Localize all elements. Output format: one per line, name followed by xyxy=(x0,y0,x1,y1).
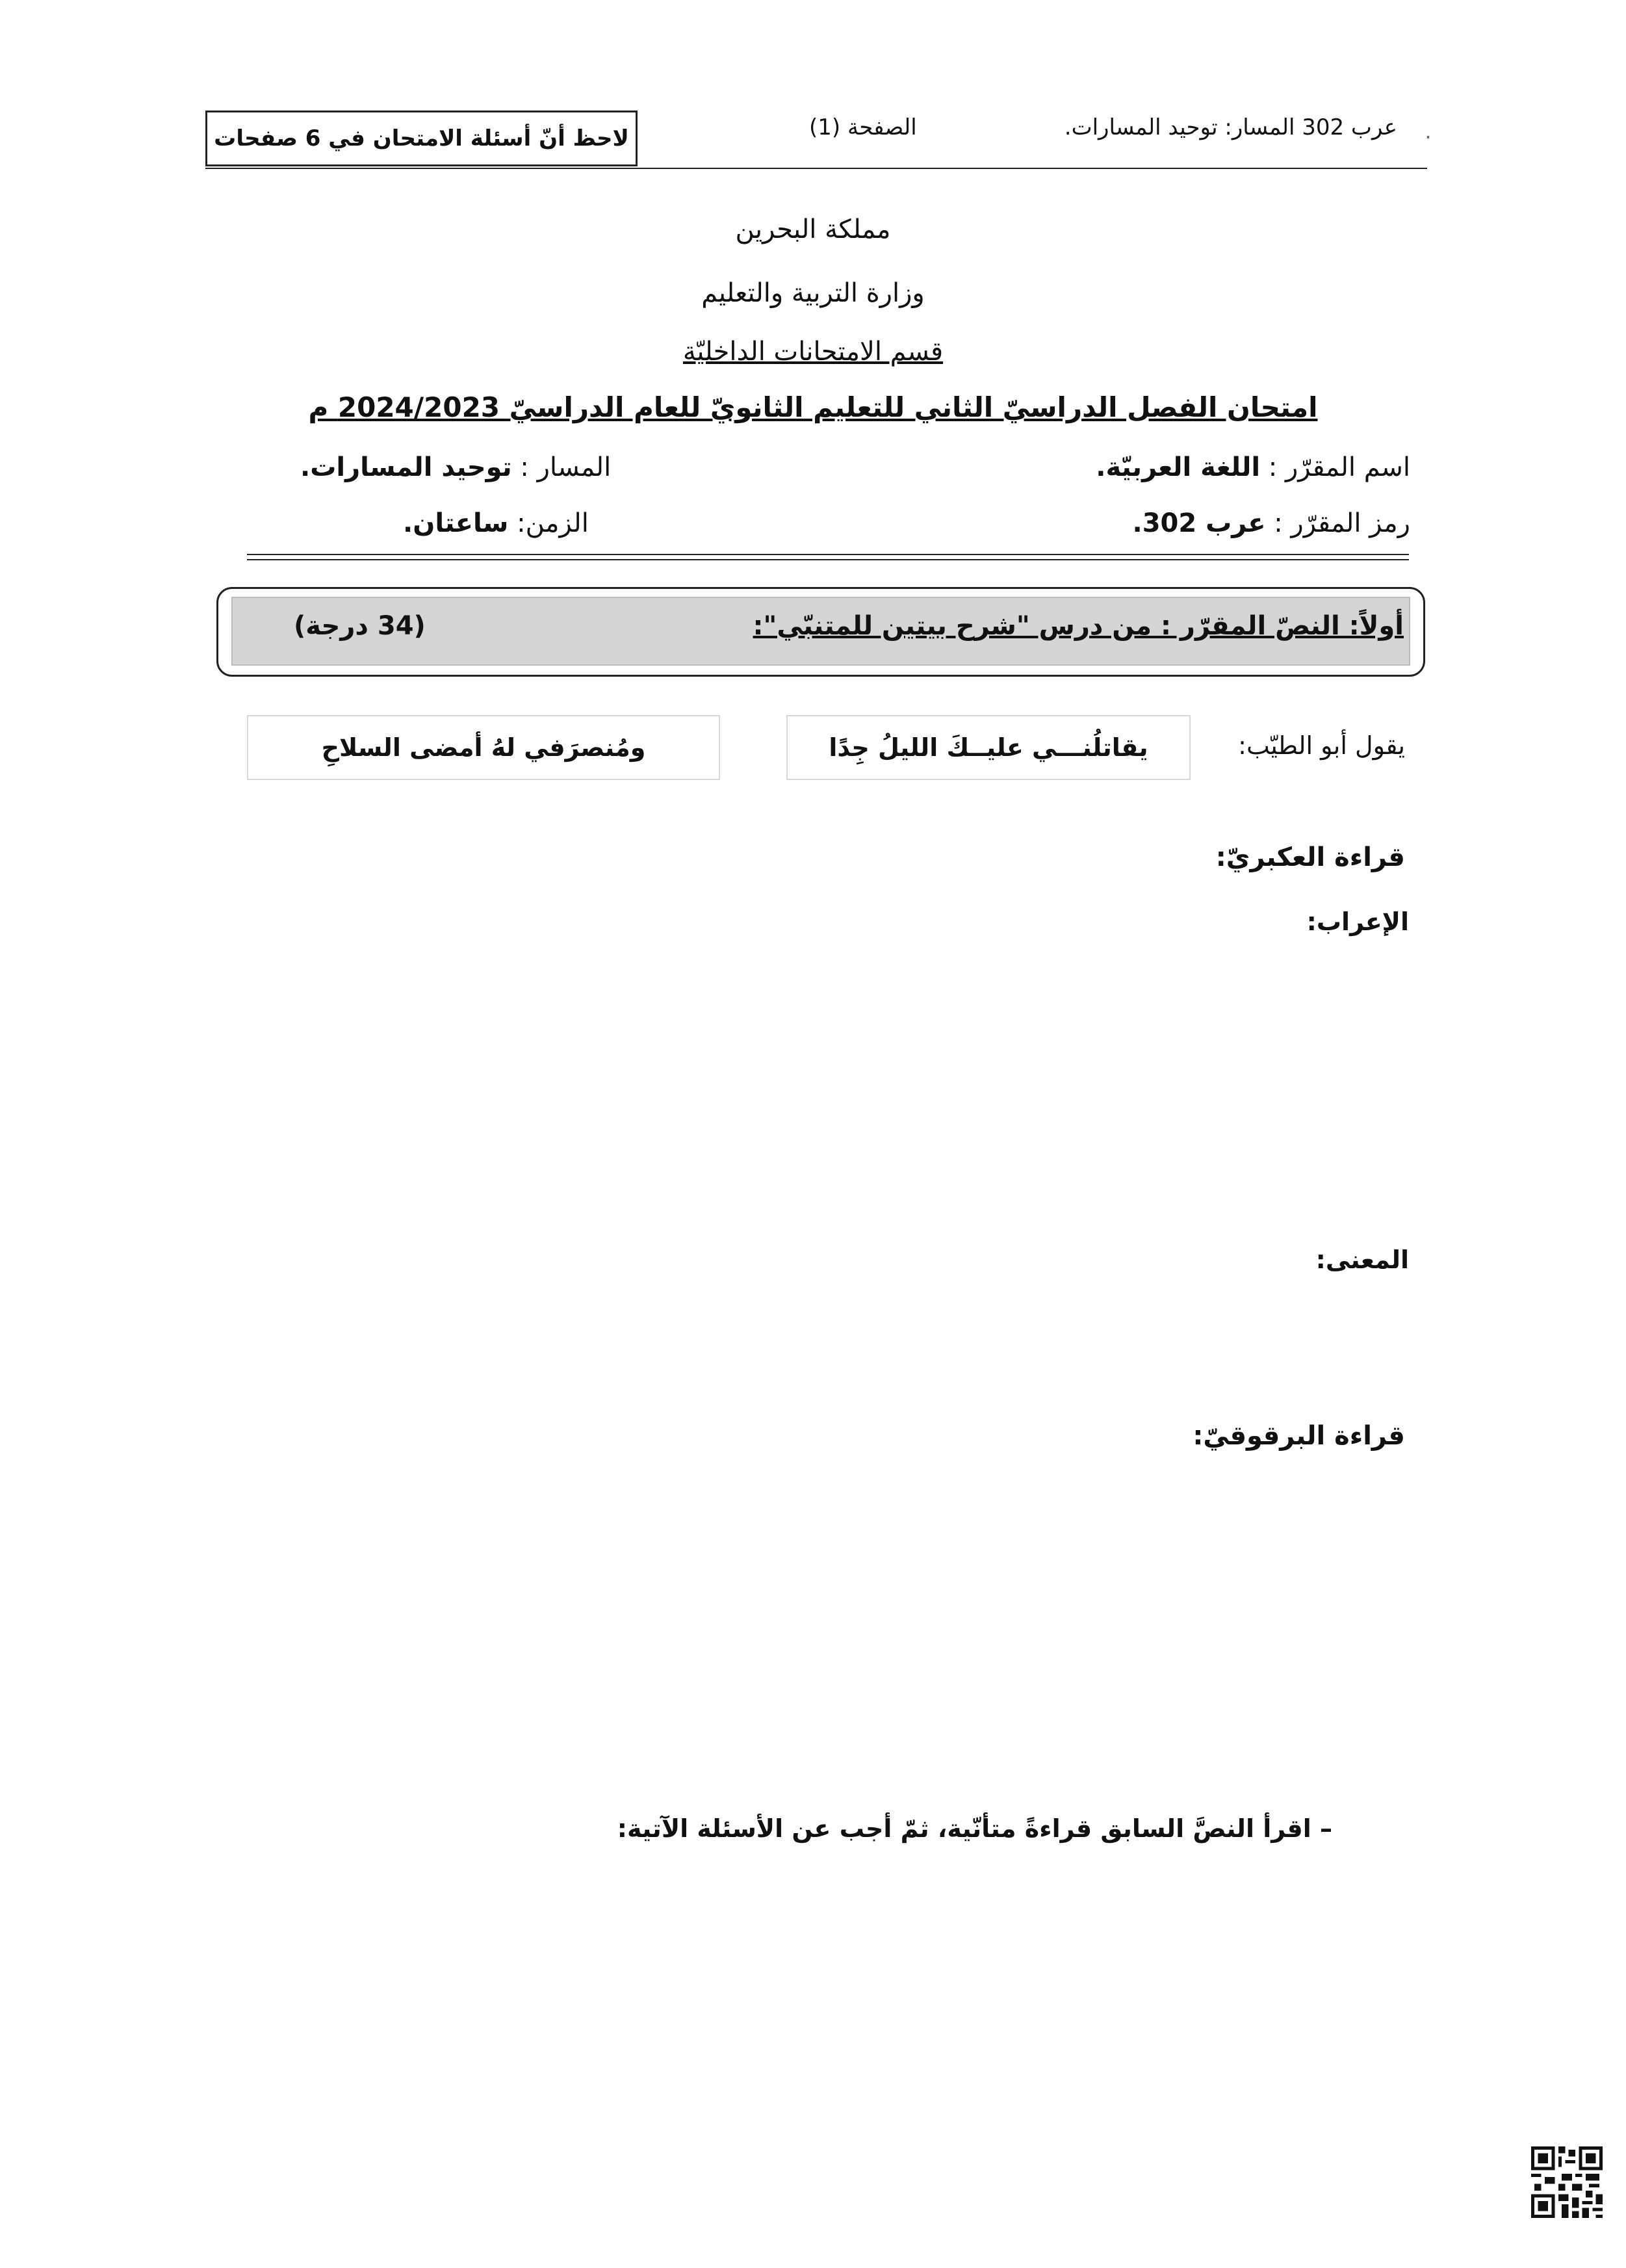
info-divider-2 xyxy=(247,559,1409,560)
pages-notice: لاحظ أنّ أسئلة الامتحان في 6 صفحات xyxy=(214,125,629,151)
course-code-label: رمز المقرّر : xyxy=(1274,508,1410,538)
poet-intro: يقول أبو الطيّب: xyxy=(1238,731,1405,760)
course-code xyxy=(1132,508,1410,538)
department-title: قسم الامتحانات الداخليّة xyxy=(682,337,944,367)
course-track-header: عرب 302 المسار: توحيد المسارات. xyxy=(1064,114,1397,140)
instruction: – اقرأ النصَّ السابق قراءةً متأنّية، ثمّ أجب عن الأسئلة الآتية: xyxy=(617,1814,1332,1843)
course-name xyxy=(1096,452,1410,482)
irab-paragraph xyxy=(247,900,1409,944)
exam-title: امتحان الفصل الدراسيّ الثاني للتعليم الثانويّ للعام الدراسيّ 2024/2023 م xyxy=(308,391,1318,423)
info-divider xyxy=(247,554,1409,555)
kingdom-title: مملكة البحرين xyxy=(735,215,891,244)
course-name-label: اسم المقرّر : xyxy=(1268,452,1410,482)
time-value: ساعتان. xyxy=(403,508,509,538)
verse-hemistich-2: ومُنصرَفي لهُ أمضى السلاحِ xyxy=(247,715,720,780)
section-score: (34 درجة) xyxy=(294,611,426,641)
course-name-value: اللغة العربيّة. xyxy=(1096,452,1261,482)
ministry-title: وزارة التربية والتعليم xyxy=(701,278,925,308)
header-divider xyxy=(205,168,1427,169)
section-title: أولاً: النصّ المقرّر : من درس "شرح بيتين للمتنبّي": xyxy=(753,611,1404,641)
meaning-label: المعنى: xyxy=(1315,1245,1409,1274)
scan-mark: ٠ xyxy=(1422,124,1434,148)
verse-hemistich-1: يقاتلُنـــي عليــكَ الليلُ جِدًا xyxy=(786,715,1191,780)
track xyxy=(300,452,611,482)
barquqi-heading: قراءة البرقوقيّ: xyxy=(1193,1421,1405,1451)
ukbari-heading: قراءة العكبريّ: xyxy=(1215,842,1405,872)
qr-code-icon xyxy=(1531,2146,1603,2218)
exam-time xyxy=(403,508,589,538)
meaning-paragraph xyxy=(247,1238,1409,1282)
track-label: المسار : xyxy=(520,452,612,482)
page-number: الصفحة (1) xyxy=(809,114,917,140)
track-value: توحيد المسارات. xyxy=(300,452,512,482)
pages-notice-box xyxy=(205,111,638,166)
time-label: الزمن: xyxy=(517,508,589,538)
irab-label: الإعراب: xyxy=(1306,907,1409,936)
course-code-value: عرب 302. xyxy=(1132,508,1266,538)
